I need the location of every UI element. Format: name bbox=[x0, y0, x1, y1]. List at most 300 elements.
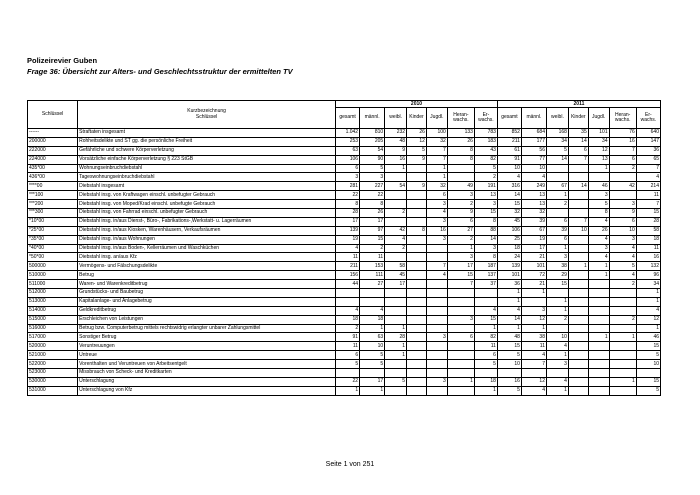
subcolumn-header: Heran- wachs. bbox=[609, 108, 636, 129]
row-description: Sonstiger Betrug bbox=[78, 333, 336, 342]
row-key: 436*00 bbox=[28, 173, 78, 182]
table-row bbox=[28, 217, 661, 226]
row-value: 4 bbox=[546, 377, 568, 386]
row-value: 1 bbox=[497, 289, 521, 298]
row-value: 4 bbox=[360, 306, 385, 315]
table-row bbox=[28, 280, 661, 289]
row-value bbox=[407, 360, 427, 369]
subcolumn-header: Kinder bbox=[568, 108, 588, 129]
row-value bbox=[588, 289, 609, 298]
row-value bbox=[336, 369, 360, 378]
row-value bbox=[609, 386, 636, 395]
row-value bbox=[568, 306, 588, 315]
row-value: 1 bbox=[474, 324, 497, 333]
row-description: Betrug bbox=[78, 271, 336, 280]
row-value: 5 bbox=[636, 351, 660, 360]
row-value bbox=[546, 164, 568, 173]
row-value bbox=[568, 164, 588, 173]
row-value: 63 bbox=[336, 146, 360, 155]
table-row bbox=[28, 226, 661, 235]
row-value bbox=[588, 280, 609, 289]
row-value: 5 bbox=[360, 164, 385, 173]
row-value bbox=[385, 297, 407, 306]
row-value: 3 bbox=[426, 217, 447, 226]
row-value: 3 bbox=[521, 306, 546, 315]
row-value bbox=[426, 369, 447, 378]
row-value: 101 bbox=[497, 271, 521, 280]
row-value bbox=[609, 306, 636, 315]
row-value: 49 bbox=[447, 182, 474, 191]
row-key: 521000 bbox=[28, 351, 78, 360]
row-value: 26 bbox=[407, 129, 427, 138]
row-description: Diebstahl insg. von Moped/Krad einschl. unbefugte Gebrauch bbox=[78, 200, 336, 209]
row-value bbox=[546, 369, 568, 378]
row-description: Betrug bzw. Computerbetrug mittels rechtswidrig erlangter unbarer Zahlungsmittel bbox=[78, 324, 336, 333]
row-key: ***100 bbox=[28, 191, 78, 200]
row-value: 39 bbox=[521, 217, 546, 226]
row-value: 26 bbox=[447, 137, 474, 146]
row-value: 684 bbox=[521, 129, 546, 138]
row-value bbox=[568, 289, 588, 298]
row-value bbox=[588, 297, 609, 306]
row-value bbox=[588, 360, 609, 369]
row-value: 211 bbox=[336, 262, 360, 271]
row-value: 783 bbox=[474, 129, 497, 138]
row-value: 13 bbox=[521, 191, 546, 200]
row-value bbox=[385, 217, 407, 226]
row-value bbox=[546, 324, 568, 333]
row-value bbox=[609, 297, 636, 306]
row-description: Diebstahl insg. an/aus Kfz bbox=[78, 253, 336, 262]
row-value: 1 bbox=[360, 386, 385, 395]
row-value: 32 bbox=[426, 182, 447, 191]
row-value: 7 bbox=[521, 360, 546, 369]
row-value: 1 bbox=[447, 377, 474, 386]
row-value: 1 bbox=[588, 262, 609, 271]
row-value: 38 bbox=[521, 333, 546, 342]
row-value: 139 bbox=[336, 226, 360, 235]
subcolumn-header: männl. bbox=[521, 108, 546, 129]
row-value: 211 bbox=[497, 137, 521, 146]
table-row bbox=[28, 200, 661, 209]
row-key: 500000 bbox=[28, 262, 78, 271]
row-value bbox=[588, 342, 609, 351]
row-value: 28 bbox=[385, 333, 407, 342]
row-value: 15 bbox=[497, 200, 521, 209]
table-row bbox=[28, 253, 661, 262]
row-value: 5 bbox=[546, 146, 568, 155]
row-value: 214 bbox=[636, 182, 660, 191]
row-value: 156 bbox=[336, 271, 360, 280]
row-value: 7 bbox=[426, 146, 447, 155]
row-value bbox=[426, 324, 447, 333]
row-value bbox=[588, 377, 609, 386]
row-value bbox=[385, 200, 407, 209]
row-description: Missbrauch von Scheck- und Kreditkarten bbox=[78, 369, 336, 378]
row-value: 183 bbox=[474, 137, 497, 146]
row-value: 14 bbox=[474, 235, 497, 244]
row-key: 520000 bbox=[28, 342, 78, 351]
row-value: 36 bbox=[636, 146, 660, 155]
row-value: 640 bbox=[636, 129, 660, 138]
row-value: 153 bbox=[360, 262, 385, 271]
row-key: 224000 bbox=[28, 155, 78, 164]
row-value: 232 bbox=[385, 129, 407, 138]
row-value: 56 bbox=[521, 146, 546, 155]
row-value bbox=[360, 289, 385, 298]
row-value: 18 bbox=[497, 244, 521, 253]
row-value bbox=[385, 191, 407, 200]
row-value: 7 bbox=[568, 155, 588, 164]
row-value: 61 bbox=[497, 146, 521, 155]
row-key: ***200 bbox=[28, 200, 78, 209]
row-value: 2 bbox=[546, 200, 568, 209]
row-value: 28 bbox=[336, 209, 360, 218]
row-value: 14 bbox=[497, 191, 521, 200]
row-value: 6 bbox=[447, 217, 474, 226]
table-row bbox=[28, 324, 661, 333]
row-value: 10 bbox=[497, 164, 521, 173]
row-value bbox=[407, 377, 427, 386]
row-value bbox=[407, 217, 427, 226]
row-value: 15 bbox=[474, 315, 497, 324]
row-value: 8 bbox=[360, 200, 385, 209]
subcolumn-header: Heran- wachs. bbox=[447, 108, 474, 129]
row-value: 1 bbox=[546, 191, 568, 200]
table-row bbox=[28, 297, 661, 306]
row-key: 222000 bbox=[28, 146, 78, 155]
row-value: 253 bbox=[336, 137, 360, 146]
row-value bbox=[609, 351, 636, 360]
row-value: 1 bbox=[546, 297, 568, 306]
statistics-table bbox=[27, 100, 661, 396]
table-row bbox=[28, 235, 661, 244]
row-value: 316 bbox=[497, 182, 521, 191]
row-value: 46 bbox=[588, 182, 609, 191]
table-row bbox=[28, 209, 661, 218]
row-value: 8 bbox=[474, 217, 497, 226]
row-value: 58 bbox=[636, 226, 660, 235]
row-value: 2 bbox=[474, 173, 497, 182]
row-value: 852 bbox=[497, 129, 521, 138]
row-value: 2 bbox=[385, 244, 407, 253]
row-value: 26 bbox=[588, 226, 609, 235]
row-value bbox=[609, 360, 636, 369]
row-value: 7 bbox=[609, 146, 636, 155]
row-value: 91 bbox=[336, 333, 360, 342]
row-value: 106 bbox=[336, 155, 360, 164]
row-value bbox=[568, 191, 588, 200]
row-value: 4 bbox=[609, 271, 636, 280]
row-value: 17 bbox=[360, 377, 385, 386]
row-value: 10 bbox=[360, 342, 385, 351]
row-value: 101 bbox=[521, 262, 546, 271]
row-value: 14 bbox=[568, 182, 588, 191]
row-value bbox=[426, 342, 447, 351]
row-value: 5 bbox=[588, 200, 609, 209]
row-value bbox=[588, 173, 609, 182]
row-value bbox=[568, 324, 588, 333]
row-value: 13 bbox=[588, 155, 609, 164]
row-value: 37 bbox=[474, 280, 497, 289]
row-value: 6 bbox=[447, 333, 474, 342]
table-row bbox=[28, 191, 661, 200]
row-value: 3 bbox=[426, 200, 447, 209]
row-value: 6 bbox=[336, 164, 360, 173]
row-value: 4 bbox=[336, 244, 360, 253]
subcolumn-header: Jugdl. bbox=[426, 108, 447, 129]
row-value: 4 bbox=[546, 342, 568, 351]
row-value bbox=[407, 235, 427, 244]
row-key: *35*00 bbox=[28, 235, 78, 244]
row-value bbox=[568, 200, 588, 209]
table-row bbox=[28, 164, 661, 173]
row-value: 48 bbox=[385, 137, 407, 146]
row-value: 6 bbox=[546, 235, 568, 244]
row-value bbox=[474, 297, 497, 306]
row-value bbox=[497, 369, 521, 378]
row-value: 17 bbox=[447, 262, 474, 271]
row-value: 42 bbox=[385, 226, 407, 235]
row-value: 45 bbox=[497, 217, 521, 226]
row-key: *25*00 bbox=[28, 226, 78, 235]
row-value bbox=[447, 342, 474, 351]
row-value: 15 bbox=[447, 271, 474, 280]
row-value: 10 bbox=[497, 360, 521, 369]
table-row bbox=[28, 306, 661, 315]
row-value bbox=[407, 164, 427, 173]
row-value bbox=[426, 386, 447, 395]
row-value: 96 bbox=[636, 271, 660, 280]
year-header-2011: 2011 bbox=[497, 101, 660, 108]
row-value bbox=[609, 191, 636, 200]
row-value bbox=[426, 253, 447, 262]
row-value bbox=[336, 289, 360, 298]
row-value: 1 bbox=[385, 324, 407, 333]
row-description: Tageswohnungseinbruchdiebstahl bbox=[78, 173, 336, 182]
row-value bbox=[568, 244, 588, 253]
row-value: 91 bbox=[497, 155, 521, 164]
row-value: 132 bbox=[636, 262, 660, 271]
row-value: 77 bbox=[521, 155, 546, 164]
row-description: Unterschlagung bbox=[78, 377, 336, 386]
row-value: 12 bbox=[521, 315, 546, 324]
row-key: 512000 bbox=[28, 289, 78, 298]
row-value: 1 bbox=[636, 324, 660, 333]
row-value: 7 bbox=[636, 200, 660, 209]
row-value bbox=[588, 306, 609, 315]
row-key: 522000 bbox=[28, 360, 78, 369]
row-value: 18 bbox=[360, 315, 385, 324]
row-value: 2 bbox=[447, 200, 474, 209]
row-value: 38 bbox=[546, 262, 568, 271]
row-value bbox=[568, 351, 588, 360]
row-value bbox=[407, 173, 427, 182]
row-value: 11 bbox=[636, 191, 660, 200]
row-value bbox=[407, 244, 427, 253]
row-value bbox=[474, 369, 497, 378]
row-value: 1 bbox=[385, 164, 407, 173]
row-value bbox=[447, 386, 474, 395]
row-value: 15 bbox=[360, 235, 385, 244]
row-key: *40*00 bbox=[28, 244, 78, 253]
row-value bbox=[447, 324, 474, 333]
row-value: 2 bbox=[609, 315, 636, 324]
row-value: 2 bbox=[336, 324, 360, 333]
table-row bbox=[28, 333, 661, 342]
row-value bbox=[407, 315, 427, 324]
row-value: 101 bbox=[588, 129, 609, 138]
row-value bbox=[426, 280, 447, 289]
row-value: 4 bbox=[588, 217, 609, 226]
row-description: Gefährliche und schwere Körperverletzung bbox=[78, 146, 336, 155]
row-value bbox=[588, 386, 609, 395]
table-row bbox=[28, 244, 661, 253]
row-value: 63 bbox=[360, 333, 385, 342]
row-value: 17 bbox=[385, 280, 407, 289]
row-description: Unterschlagung von Kfz bbox=[78, 386, 336, 395]
row-value bbox=[609, 342, 636, 351]
row-value: 1 bbox=[474, 386, 497, 395]
row-value: 12 bbox=[588, 146, 609, 155]
row-value: 8 bbox=[407, 226, 427, 235]
subcolumn-header: Jugdl. bbox=[588, 108, 609, 129]
row-value: 14 bbox=[568, 137, 588, 146]
table-row bbox=[28, 377, 661, 386]
row-value bbox=[336, 297, 360, 306]
row-value: 7 bbox=[426, 262, 447, 271]
row-value: 6 bbox=[609, 155, 636, 164]
row-value: 6 bbox=[336, 351, 360, 360]
row-value: 6 bbox=[474, 351, 497, 360]
row-value: 9 bbox=[407, 182, 427, 191]
row-value: 15 bbox=[636, 209, 660, 218]
row-value bbox=[588, 351, 609, 360]
row-value: 9 bbox=[407, 155, 427, 164]
subcolumn-header: weibl. bbox=[385, 108, 407, 129]
row-value: 21 bbox=[521, 280, 546, 289]
row-value bbox=[426, 360, 447, 369]
row-value: 15 bbox=[636, 377, 660, 386]
row-value: 1 bbox=[360, 324, 385, 333]
row-value: 14 bbox=[546, 155, 568, 164]
row-value: 5 bbox=[385, 377, 407, 386]
row-value: 5 bbox=[474, 164, 497, 173]
row-value: 3 bbox=[588, 244, 609, 253]
row-value: 2 bbox=[609, 280, 636, 289]
row-description: Diebstahl insg. von Fahrrad einschl. unbefugter Gebrauch bbox=[78, 209, 336, 218]
row-value: 281 bbox=[336, 182, 360, 191]
table-row bbox=[28, 146, 661, 155]
row-value bbox=[568, 386, 588, 395]
table-row bbox=[28, 137, 661, 146]
row-value bbox=[568, 235, 588, 244]
row-value: 67 bbox=[521, 226, 546, 235]
row-value: 4 bbox=[336, 306, 360, 315]
row-value: 27 bbox=[447, 226, 474, 235]
row-value bbox=[447, 297, 474, 306]
row-value: 28 bbox=[636, 217, 660, 226]
row-value: 3 bbox=[546, 253, 568, 262]
row-value: 13 bbox=[521, 200, 546, 209]
row-value: 133 bbox=[447, 129, 474, 138]
row-value bbox=[426, 244, 447, 253]
row-value: 22 bbox=[360, 191, 385, 200]
row-value: 18 bbox=[474, 377, 497, 386]
row-value bbox=[447, 173, 474, 182]
row-value: 8 bbox=[447, 146, 474, 155]
row-value: 36 bbox=[497, 280, 521, 289]
row-description: Wohnungseinbruchdiebstahl bbox=[78, 164, 336, 173]
row-value: 147 bbox=[636, 137, 660, 146]
row-value: 39 bbox=[546, 226, 568, 235]
row-value: 18 bbox=[336, 315, 360, 324]
row-description: Diebstahl insg. in/aus Dienst-, Büro-, Fabrikations-,Werkstatt- u. Lagerräumen bbox=[78, 217, 336, 226]
table-row bbox=[28, 129, 661, 138]
row-value: 17 bbox=[360, 217, 385, 226]
row-value: 5 bbox=[497, 351, 521, 360]
row-value: 1 bbox=[336, 386, 360, 395]
row-value: 12 bbox=[407, 137, 427, 146]
row-value: 32 bbox=[521, 209, 546, 218]
row-key: 510000 bbox=[28, 271, 78, 280]
row-value: 1 bbox=[636, 297, 660, 306]
row-value: 1 bbox=[385, 342, 407, 351]
row-value: 106 bbox=[497, 226, 521, 235]
row-key: 514000 bbox=[28, 306, 78, 315]
row-value: 177 bbox=[521, 137, 546, 146]
row-key: ------ bbox=[28, 129, 78, 138]
row-value bbox=[568, 173, 588, 182]
row-value: 1 bbox=[546, 244, 568, 253]
row-value: 10 bbox=[521, 164, 546, 173]
row-value: 137 bbox=[474, 271, 497, 280]
row-value: 1 bbox=[609, 333, 636, 342]
row-value: 3 bbox=[609, 235, 636, 244]
row-key: 516000 bbox=[28, 324, 78, 333]
row-value bbox=[407, 351, 427, 360]
year-header-2010: 2010 bbox=[336, 101, 498, 108]
row-value bbox=[447, 306, 474, 315]
row-value: 8 bbox=[474, 253, 497, 262]
row-description: Diebstahl insg. in/aus Wohnungen bbox=[78, 235, 336, 244]
row-value bbox=[407, 386, 427, 395]
row-value: 90 bbox=[360, 155, 385, 164]
row-value: 2 bbox=[360, 244, 385, 253]
row-value bbox=[407, 333, 427, 342]
row-value bbox=[568, 315, 588, 324]
row-value: 44 bbox=[336, 280, 360, 289]
row-value bbox=[568, 271, 588, 280]
row-value: 5 bbox=[497, 386, 521, 395]
row-value: 4 bbox=[497, 173, 521, 182]
row-value: 11 bbox=[360, 253, 385, 262]
row-value: 100 bbox=[426, 129, 447, 138]
row-value bbox=[521, 369, 546, 378]
row-value: 7 bbox=[426, 155, 447, 164]
row-value: 12 bbox=[636, 315, 660, 324]
document-subtitle: Frage 36: Übersicht zur Alters- und Geschlechtsstruktur der ermittelten TV bbox=[27, 67, 293, 76]
row-value: 5 bbox=[609, 262, 636, 271]
row-value: 5 bbox=[636, 386, 660, 395]
row-value: 3 bbox=[426, 333, 447, 342]
subcolumn-header: Er- wachs. bbox=[636, 108, 660, 129]
row-value bbox=[568, 297, 588, 306]
row-value bbox=[588, 315, 609, 324]
row-value: 82 bbox=[474, 155, 497, 164]
row-value: 1 bbox=[521, 289, 546, 298]
row-value: 6 bbox=[609, 217, 636, 226]
